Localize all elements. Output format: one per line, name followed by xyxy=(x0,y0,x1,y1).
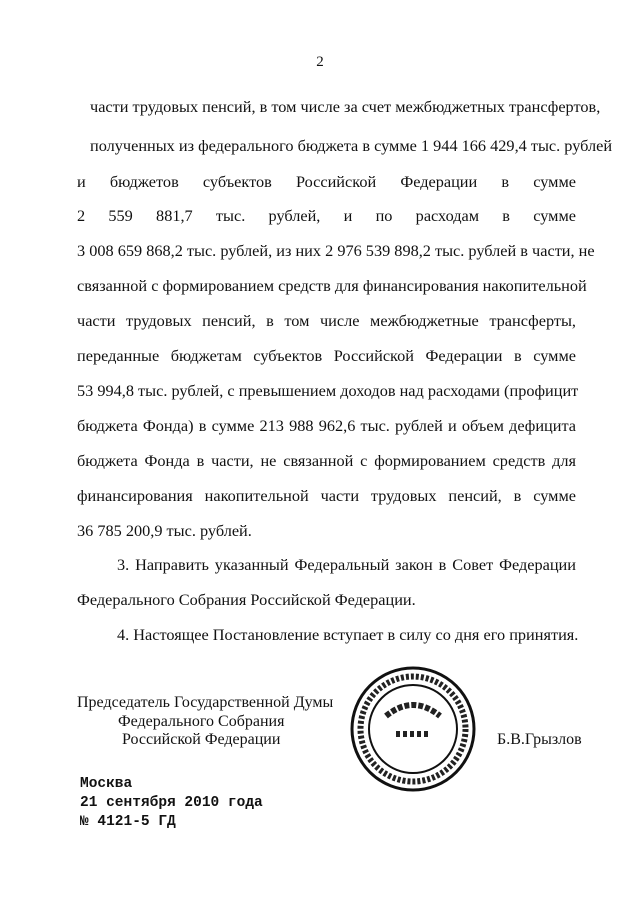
body-line: 3 008 659 868,2 тыс. рублей, из них 2 976 539 898,2 тыс. рублей в части, не xyxy=(77,241,595,260)
signatory-title-line: Федерального Собрания xyxy=(118,713,285,730)
signatory-title-line: Председатель Государственной Думы xyxy=(77,694,334,711)
signatory-name: Б.В.Грызлов xyxy=(497,731,582,748)
body-line: полученных из федерального бюджета в сумме 1 944 166 429,4 тыс. рублей xyxy=(90,136,613,155)
page-number: 2 xyxy=(316,54,324,70)
item-3-line: 3. Направить указанный Федеральный закон в Совет Федерации xyxy=(117,555,576,574)
item-4: 4. Настоящее Постановление вступает в силу со дня его принятия. xyxy=(117,625,579,644)
body-line: 53 994,8 тыс. рублей, с превышением доходов над расходами (профицит xyxy=(77,381,579,400)
signatory-title-line: Российской Федерации xyxy=(122,731,281,748)
date: 21 сентября 2010 года xyxy=(80,795,263,811)
body-line: части трудовых пенсий, в том числе межбюджетные трансферты, xyxy=(77,311,576,330)
body-line: связанной с формированием средств для финансирования накопительной xyxy=(77,276,587,295)
body-line: 2 559 881,7 тыс. рублей, и по расходам в сумме xyxy=(77,206,576,225)
official-stamp xyxy=(348,664,478,794)
item-3-line: Федерального Собрания Российской Федерации. xyxy=(77,590,416,609)
body-line: 36 785 200,9 тыс. рублей. xyxy=(77,521,252,540)
body-line: и бюджетов субъектов Российской Федерации в сумме xyxy=(77,172,576,191)
body-line: финансирования накопительной части трудовых пенсий, в сумме xyxy=(77,486,576,505)
body-line: бюджета Фонда в части, не связанной с формированием средств для xyxy=(77,451,576,470)
body-line: бюджета Фонда) в сумме 213 988 962,6 тыс. рублей и объем дефицита xyxy=(77,416,576,435)
document-number: № 4121-5 ГД xyxy=(80,814,176,830)
body-line: части трудовых пенсий, в том числе за счет межбюджетных трансфертов, xyxy=(90,97,601,116)
body-line: переданные бюджетам субъектов Российской Федерации в сумме xyxy=(77,346,576,365)
place: Москва xyxy=(80,776,133,792)
